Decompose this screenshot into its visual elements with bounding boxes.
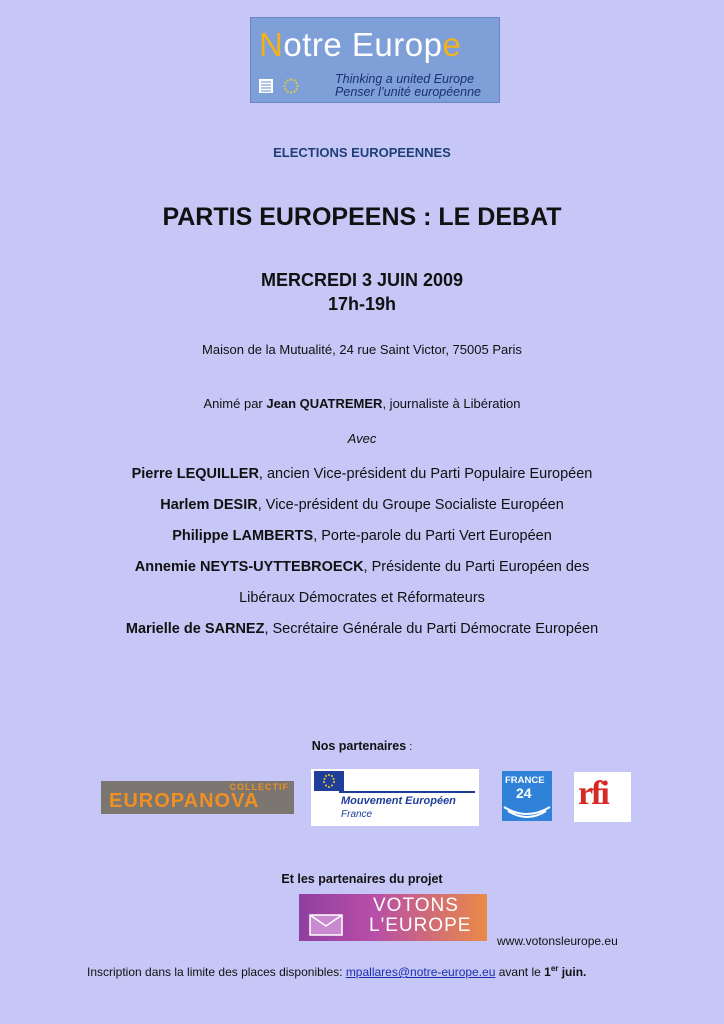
speaker-line (0, 528, 724, 544)
inscription-sup: er (550, 964, 559, 973)
logo-name-n: N (259, 26, 284, 63)
france24-top: FRANCE (505, 775, 545, 786)
event-place: Maison de la Mutualité, 24 rue Saint Victor, 75005 Paris (202, 342, 522, 357)
speaker-name: Philippe LAMBERTS (172, 528, 314, 544)
envelope-icon (309, 914, 343, 936)
votons-leurope-logo (299, 894, 487, 941)
tagline-en: Thinking a united Europe (335, 72, 475, 86)
speaker-line (0, 497, 724, 513)
partners-label: Nos partenaires (311, 739, 407, 753)
inscription-line (87, 964, 586, 979)
document-icon (259, 79, 273, 93)
website-url[interactable]: www.votonsleurope.eu (497, 934, 618, 948)
speaker-role: , ancien Vice-président du Parti Populaire Européen (258, 466, 593, 482)
logo-name-mid: otre Europ (283, 26, 443, 63)
email-link[interactable]: mpallares@notre-europe.eu (345, 965, 496, 979)
speaker-role: , Présidente du Parti Européen des (363, 559, 590, 575)
speaker-role: , Secrétaire Générale du Parti Démocrate Européen (264, 621, 599, 637)
europanova-main: EUROPANOVA (109, 790, 260, 812)
speaker-role: , Porte-parole du Parti Vert Européen (313, 528, 552, 544)
project-partners-heading: Et les partenaires du projet (281, 872, 443, 886)
moderator-prefix: Animé par (203, 396, 267, 411)
mouvement-main: Mouvement Européen (341, 795, 456, 807)
tagline-fr: Penser l’unité européenne (335, 85, 481, 99)
speaker-name: Marielle de SARNEZ (125, 621, 265, 637)
inscription-day: 1 (544, 965, 551, 979)
speaker-role: , Vice-président du Groupe Socialiste Européen (257, 497, 564, 513)
moderator-suffix: , journaliste à Libération (382, 396, 521, 411)
mouvement-europeen-logo (311, 769, 479, 826)
waves-icon (502, 801, 552, 821)
date-line: MERCREDI 3 JUIN 2009 (260, 270, 464, 290)
france24-num: 24 (516, 785, 532, 801)
notre-europe-logo (250, 17, 500, 103)
eu-flag-icon (314, 771, 344, 791)
france24-logo (502, 771, 552, 821)
event-date (0, 268, 724, 316)
partners-colon: : (406, 741, 413, 753)
rfi-text: rfi (578, 775, 608, 812)
avec-label: Avec (347, 431, 377, 446)
moderator-line (0, 396, 724, 411)
votons-line1: VOTONS (373, 895, 459, 916)
speaker-name: Pierre LEQUILLER (131, 466, 259, 482)
partners-heading (0, 739, 724, 753)
logo-tagline (335, 73, 481, 99)
mouvement-sub: France (341, 809, 373, 820)
mouvement-bar (339, 791, 475, 793)
speaker-line-continued (0, 590, 724, 606)
eu-stars-icon (283, 78, 299, 94)
time-line: 17h-19h (327, 294, 397, 314)
page-title: PARTIS EUROPEENS : LE DEBAT (162, 203, 562, 231)
speaker-name: Harlem DESIR (160, 497, 258, 513)
speaker-line (0, 621, 724, 637)
moderator-name: Jean QUATREMER (266, 396, 383, 411)
subtitle: ELECTIONS EUROPEENNES (273, 145, 451, 160)
europanova-top: COLLECTIF (229, 782, 289, 792)
speaker-name: Annemie NEYTS-UYTTEBROECK (134, 559, 364, 575)
inscription-suffix: juin. (558, 965, 587, 979)
inscription-prefix: Inscription dans la limite des places disponibles: (87, 965, 346, 979)
speaker-role: Libéraux Démocrates et Réformateurs (239, 590, 485, 606)
rfi-logo (574, 772, 631, 822)
europanova-logo (101, 781, 294, 814)
logo-name (259, 26, 461, 64)
speaker-line (0, 466, 724, 482)
inscription-middle: avant le (495, 965, 545, 979)
logo-name-e: e (442, 26, 462, 63)
votons-line2: L'EUROPE (369, 915, 472, 936)
speaker-line (0, 559, 724, 575)
